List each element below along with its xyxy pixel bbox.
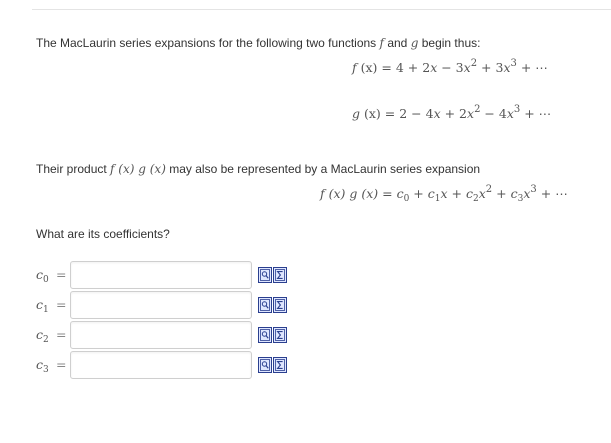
preview-button[interactable] bbox=[258, 267, 272, 283]
preview-button[interactable] bbox=[258, 327, 272, 343]
equals-sign: = bbox=[56, 327, 67, 342]
answer-row-c1 bbox=[36, 291, 306, 321]
c0-tools bbox=[258, 267, 287, 285]
c2-label: $c_2$ bbox=[36, 327, 49, 345]
intro-text bbox=[36, 36, 480, 50]
preview-button[interactable] bbox=[258, 357, 272, 373]
product-text-end: may also be represented by a MacLaurin series expansion bbox=[169, 162, 481, 176]
preview-button[interactable] bbox=[258, 297, 272, 313]
sigma-formula-icon bbox=[274, 358, 286, 372]
c3-tools bbox=[258, 357, 287, 375]
c3-label: $c_3$ bbox=[36, 357, 49, 375]
c1-input[interactable] bbox=[70, 291, 252, 319]
g-symbol: g bbox=[410, 36, 419, 50]
top-divider bbox=[32, 9, 611, 10]
answer-row-c2 bbox=[36, 321, 306, 351]
c2-tools bbox=[258, 327, 287, 345]
intro-text-start: The MacLaurin series expansions for the following two functions bbox=[36, 36, 377, 50]
c1-tools bbox=[258, 297, 287, 315]
product-symbol: f (x) g (x) bbox=[110, 162, 166, 176]
c0-input[interactable] bbox=[70, 261, 252, 289]
sigma-formula-icon bbox=[274, 298, 286, 312]
intro-text-end: begin thus: bbox=[421, 36, 481, 50]
sigma-formula-icon bbox=[274, 328, 286, 342]
product-text bbox=[36, 162, 480, 176]
c2-input[interactable] bbox=[70, 321, 252, 349]
formula-button[interactable] bbox=[273, 267, 287, 283]
answer-row-c3 bbox=[36, 351, 306, 381]
equals-sign: = bbox=[56, 267, 67, 282]
formula-button[interactable] bbox=[273, 327, 287, 343]
equals-sign: = bbox=[56, 297, 67, 312]
magnifier-preview-icon bbox=[259, 328, 271, 342]
f-symbol: f bbox=[379, 36, 384, 50]
formula-button[interactable] bbox=[273, 357, 287, 373]
c3-input[interactable] bbox=[70, 351, 252, 379]
and-text: and bbox=[387, 36, 408, 50]
formula-button[interactable] bbox=[273, 297, 287, 313]
f-expansion: f $(x) = 4 + 2x - 3x^2 + 3x^3$ + ⋯ bbox=[352, 58, 548, 75]
magnifier-preview-icon bbox=[259, 298, 271, 312]
sigma-formula-icon bbox=[274, 268, 286, 282]
coefficients-prompt: What are its coefficients? bbox=[36, 227, 170, 241]
equals-sign: = bbox=[56, 357, 67, 372]
magnifier-preview-icon bbox=[259, 268, 271, 282]
product-text-start: Their product bbox=[36, 162, 107, 176]
c0-label: $c_0$ bbox=[36, 267, 49, 285]
c1-label: $c_1$ bbox=[36, 297, 49, 315]
answer-row-c0 bbox=[36, 261, 306, 291]
g-expansion: g $(x) = 2 - 4x + 2x^2 - 4x^3$ + ⋯ bbox=[352, 104, 552, 121]
magnifier-preview-icon bbox=[259, 358, 271, 372]
product-expansion: f (x) g $(x) = c_0 + c_1x + c_2x^2 + c_3x^3$ + ⋯ bbox=[320, 184, 568, 204]
